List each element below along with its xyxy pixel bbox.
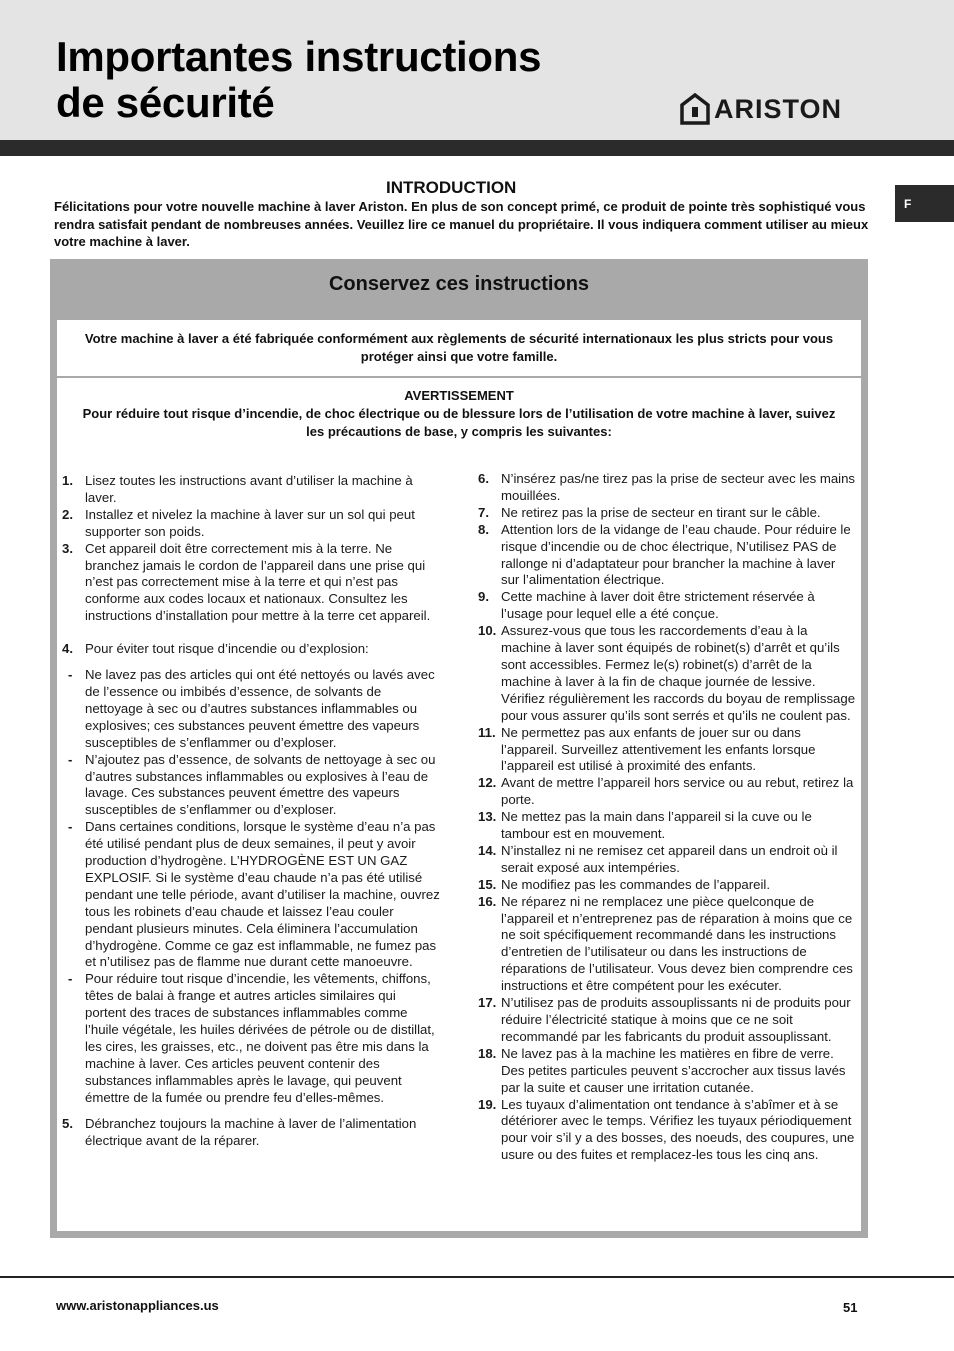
list-item: - Ne lavez pas des articles qui ont été nettoyés ou lavés avec de l’essence ou imbibés d’essence, de solvants de nettoyage à sec ou d’autres substances inflammables ou explosives; ces substances peuvent émettre des vapeurs susceptibles de s’enflammer ou d’exploser. xyxy=(68,667,435,750)
ariston-logo xyxy=(680,92,842,126)
list-item: 3. Cet appareil doit être correctement mis à la terre. Ne branchez jamais le cordon de l’appareil dans une prise qui n’est pas correctement mise à la terre et qui n’est pas conforme aux codes locaux et nationaux. Consultez les instructions d’installation pour mettre à la terre cet appareil. xyxy=(62,540,431,624)
list-item: 16. Ne réparez ni ne remplacez une pièce quelconque de l’appareil et n’entreprenez pas de réparation à moins que ce ne soit spécifiquement recommandé dans les instructions d’entretien de l’utilisateur ou dans les instructions de réparations de l’utilisateur. Vous devez bien comprendre ces instructions et être compétent pour les exécuter. xyxy=(478,893,853,994)
logo-text: ARISTON xyxy=(714,93,843,124)
list-item: 13. Ne mettez pas la main dans l’appareil si la cuve ou le tambour est en mouvement. xyxy=(478,809,812,842)
list-item: 10. Assurez-vous que tous les raccordements d’eau à la machine à laver sont équipés de robinet(s) d’arrêt et qu’ils sont accessibles. Fermez le(s) robinet(s) d’arrêt de la machine à laver à la fin de chaque journée de lessive. Vérifiez régulièrement les raccords du boyau de remplissage pour vous assurer qu’ils sont serrés et qu’ils ne coulent pas. xyxy=(478,623,856,723)
list-item: 19. Les tuyaux d’alimentation ont tendance à s’abîmer et à se détériorer avec le temps. Vérifiez les tuyaux périodiquement pour voir s’il y a des bosses, des noeuds, des coupures, une usure ou des fuites et remplacez-les tous les cinq ans. xyxy=(478,1096,855,1163)
warning-text: Pour réduire tout risque d’incendie, de choc électrique ou de blessure lors de l’utilisation de votre machine à laver, suivez les précautions de base, y compris les suivantes: xyxy=(82,406,836,439)
list-item: 14. N’installez ni ne remisez cet appareil dans un endroit où il serait exposé aux intempéries. xyxy=(478,842,838,875)
list-item: - N’ajoutez pas d’essence, de solvants de nettoyage à sec ou d’autres substances inflammables ou explosives à l’eau de lavage. Ces substances peuvent émettre des vapeurs susceptibles de s’enflammer ou d’exploser. xyxy=(68,751,436,818)
header-divider xyxy=(0,140,954,156)
right-column xyxy=(478,471,856,1164)
list-item: - Dans certaines conditions, lorsque le système d’eau n’a pas été utilisé pendant plus de deux semaines, il peut y avoir production d’hydrogène. L’HYDROGÈNE EST UN GAZ EXPLOSIF. Si le système d’eau chaude n’a pas été utilisé pendant une telle période, avant d’utiliser la machine, ouvrez tous les robinets d’eau chaude et laissez l’eau couler pendant plusieurs minutes. Cela éliminera l’accumulation d’hydrogène. Comme ce gaz est inflammable, ne fumez pas et n’utilisez pas de flamme nue durant cette manoeuvre. xyxy=(68,819,440,970)
box-heading: Conservez ces instructions xyxy=(328,273,590,295)
list-item: 2. Installez et nivelez la machine à laver sur un sol qui peut supporter son poids. xyxy=(62,506,415,539)
safety-notice: Votre machine à laver a été fabriquée conformément aux règlements de sécurité internationaux les plus stricts pour vous protéger ainsi que votre famille. xyxy=(57,320,861,378)
list-item: 8. Attention lors de la vidange de l’eau chaude. Pour réduire le risque d’incendie ou de choc électrique, N’utilisez PAS de rallonge ni d’adaptateur pour brancher la machine à laver sur l’alimentation électrique. xyxy=(478,521,851,588)
list-item: 12. Avant de mettre l’appareil hors service ou au rebut, retirez la porte. xyxy=(478,775,854,808)
list-item: 6. N’insérez pas/ne tirez pas la prise de secteur avec les mains mouillées. xyxy=(478,471,856,503)
page-number: 51 xyxy=(843,1300,858,1315)
list-item: 17. N’utilisez pas de produits assouplissants ni de produits pour réduire l’électricité statique à moins que ce ne soit recommandé par les fabricants du produit assouplissant. xyxy=(478,995,851,1044)
list-item: 15. Ne modifiez pas les commandes de l’appareil. xyxy=(478,876,771,892)
list-item: 7. Ne retirez pas la prise de secteur en tirant sur le câble. xyxy=(478,504,821,520)
list-item: 4. Pour éviter tout risque d’incendie ou d’explosion: xyxy=(62,641,369,657)
title-line-1: Importantes instructions xyxy=(56,33,542,80)
list-item: - Pour réduire tout risque d’incendie, les vêtements, chiffons, têtes de balai à frange et autres articles similaires qui portent des traces de substances inflammables comme l’huile végétale, les huiles dérivées de pétrole ou de distillat, les cires, les graisses, etc., ne doivent pas être mis dans la machine à laver. Ces articles peuvent contenir des substances inflammables après le lavage, qui peuvent émettre de la fumée ou prendre feu d’elles-mêmes. xyxy=(68,971,435,1105)
intro-text: Félicitations pour votre nouvelle machine à laver Ariston. En plus de son concept primé, ce produit de pointe très sophistiqué vous rendra satisfait pendant de nombreuses années. Veuillez lire ce manuel du propriétaire. Il vous indiquera comment utiliser au mieux votre machine à laver. xyxy=(54,199,869,249)
intro-heading: INTRODUCTION xyxy=(386,178,517,197)
house-icon xyxy=(680,93,710,125)
footer-divider xyxy=(0,1276,954,1278)
title-line-2: de sécurité xyxy=(56,79,275,126)
list-item: 11. Ne permettez pas aux enfants de jouer sur ou dans l’appareil. Surveillez attentivement les enfants lorsque l’appareil est utilisé à proximité des enfants. xyxy=(478,724,816,774)
language-tab: F xyxy=(895,185,954,222)
list-item: 1. Lisez toutes les instructions avant d’utiliser la machine à laver. xyxy=(62,473,413,505)
warning-title: AVERTISSEMENT xyxy=(404,388,514,403)
page-title xyxy=(56,34,541,126)
left-column xyxy=(62,473,440,1149)
footer-url: www.aristonappliances.us xyxy=(56,1298,219,1313)
list-item: 9. Cette machine à laver doit être strictement réservée à l’usage pour lequel elle a été conçue. xyxy=(478,589,815,622)
list-item: 5. Débranchez toujours la machine à laver de l’alimentation électrique avant de la réparer. xyxy=(62,1115,417,1148)
list-item: 18. Ne lavez pas à la machine les matières en fibre de verre. Des petites particules peuvent s’accrocher aux tissus lavés par la suite et causer une irritation cutanée. xyxy=(478,1045,846,1095)
